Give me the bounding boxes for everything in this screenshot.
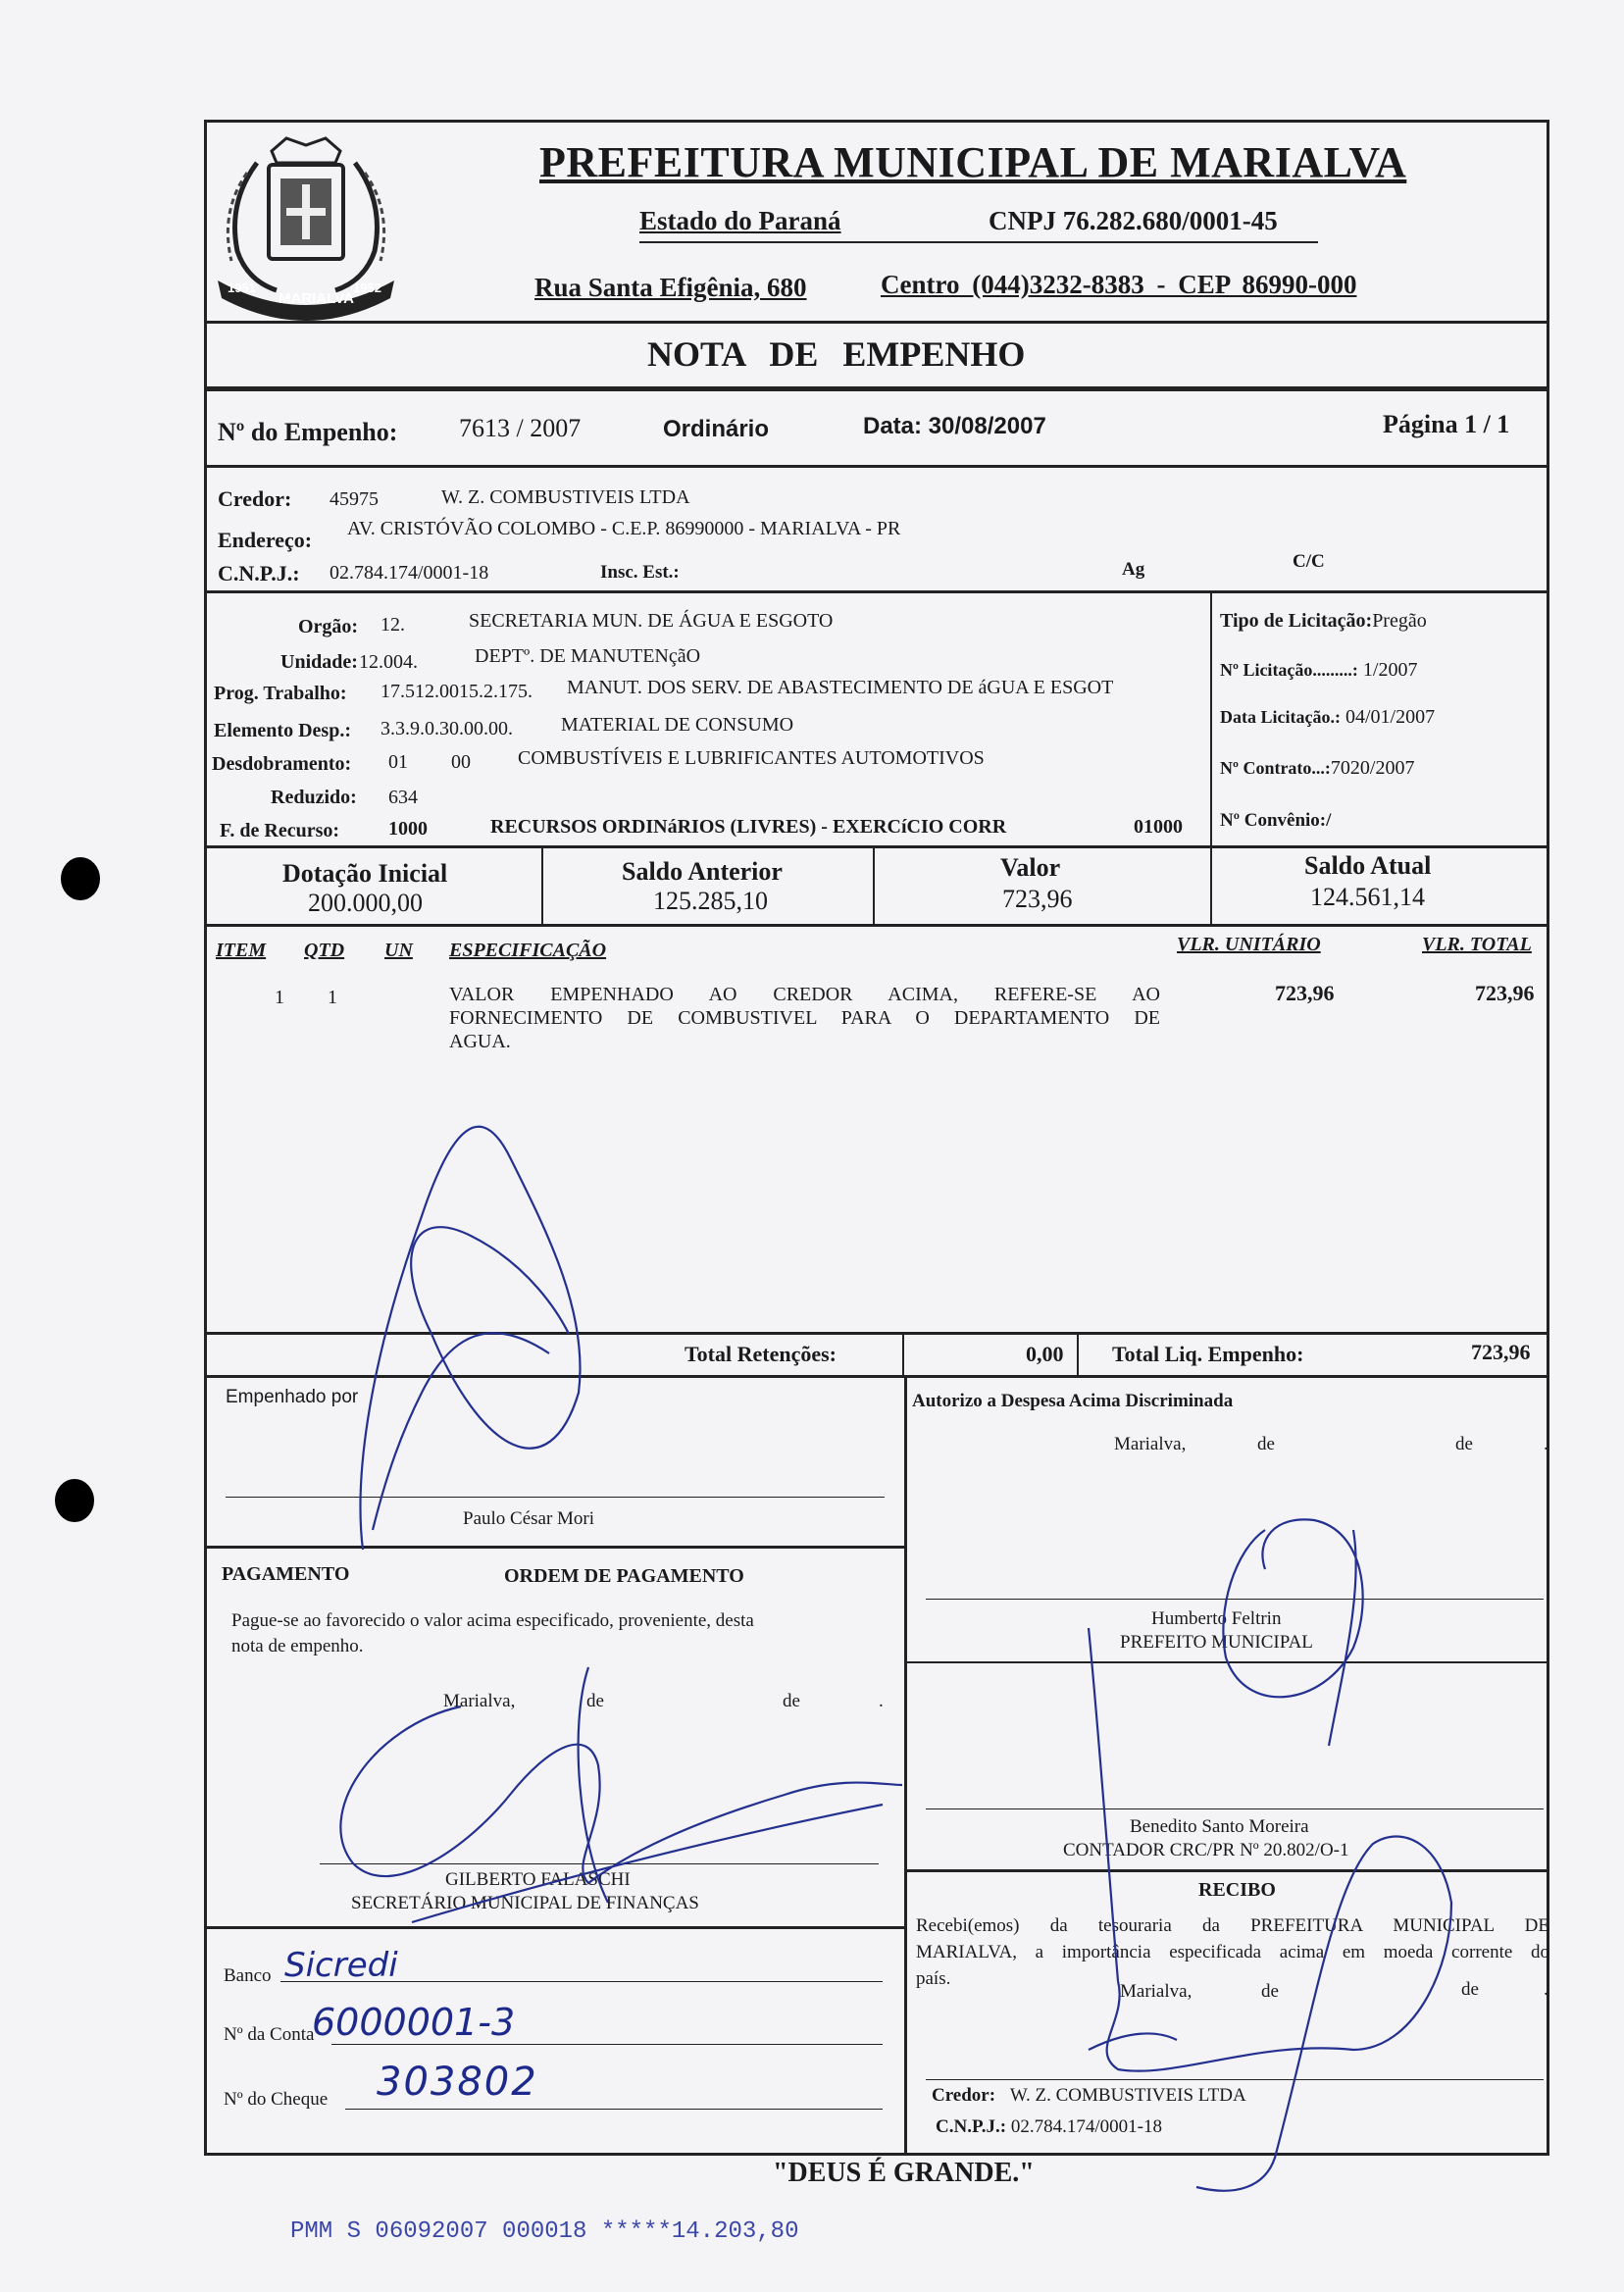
- document-title: NOTA DE EMPENHO: [647, 334, 1026, 374]
- autorizo-dot: .: [1544, 1434, 1548, 1454]
- crest-year-left: 1951: [228, 280, 256, 295]
- data-licitacao-value: 04/01/2007: [1345, 706, 1436, 728]
- qtd-column-header: QTD: [304, 940, 345, 961]
- valor-value: 723,96: [1002, 885, 1073, 913]
- autorizo-city: Marialva,: [1114, 1434, 1187, 1454]
- total-retencoes-label: Total Retenções:: [685, 1342, 837, 1366]
- banco-handwritten[interactable]: Sicredi: [284, 1946, 398, 1985]
- reduzido-label: Reduzido:: [271, 787, 357, 808]
- numero-contrato-label: Nº Contrato...:: [1220, 758, 1331, 778]
- pagamento-de-1: de: [586, 1691, 604, 1711]
- conta-corrente-label: C/C: [1293, 551, 1325, 572]
- spec-line-1: VALOR EMPENHADO AO CREDOR ACIMA, REFERE-SE AO: [449, 984, 1160, 1005]
- secretario-name: GILBERTO FALASCHI: [445, 1869, 631, 1890]
- numero-licitacao-label: Nº Licitação.........:: [1220, 660, 1358, 680]
- unit-price-column-header: VLR. UNITÁRIO: [1177, 934, 1321, 955]
- un-column-header: UN: [384, 940, 413, 961]
- recibo-cnpj: [936, 2116, 1162, 2138]
- saldo-atual-label: Saldo Atual: [1304, 851, 1432, 880]
- dotacao-inicial-label: Dotação Inicial: [282, 859, 448, 888]
- credor-cnpj-label: C.N.P.J.:: [218, 561, 300, 586]
- empenhado-por-label: Empenhado por: [226, 1387, 359, 1407]
- data-licitacao-label: Data Licitação.:: [1220, 707, 1341, 727]
- conta-label: Nº da Conta: [224, 2024, 315, 2045]
- autorizo-label: Autorizo a Despesa Acima Discriminada: [912, 1391, 1234, 1411]
- empenhado-por-name: Paulo César Mori: [463, 1508, 595, 1529]
- reduzido-value: 634: [388, 787, 418, 808]
- recibo-de-2: de: [1461, 1979, 1479, 2000]
- recibo-city: Marialva,: [1120, 1981, 1193, 2002]
- spec-line-3: AGUA.: [449, 1031, 511, 1052]
- orgao-code: 12.: [381, 614, 405, 636]
- empenho-number-label: Nº do Empenho:: [218, 418, 398, 446]
- contador-name: Benedito Santo Moreira: [1130, 1816, 1309, 1837]
- ordem-pagamento-label: ORDEM DE PAGAMENTO: [504, 1565, 744, 1587]
- unidade-code: 12.004.: [359, 651, 418, 673]
- contact-label: Centro (044)3232-8383 - CEP 86990-000: [881, 270, 1357, 299]
- pagamento-text-2: nota de empenho.: [231, 1636, 364, 1656]
- credor-code: 45975: [330, 488, 379, 510]
- recibo-credor-label: Credor:: [932, 2085, 996, 2106]
- cheque-label: Nº do Cheque: [224, 2089, 329, 2110]
- item-quantity: 1: [328, 987, 337, 1008]
- punch-hole-bottom: [55, 1479, 94, 1522]
- prog-trabalho-code: 17.512.0015.2.175.: [381, 681, 533, 702]
- secretario-role: SECRETÁRIO MUNICIPAL DE FINANÇAS: [351, 1893, 699, 1913]
- pagamento-text-1: Pague-se ao favorecido o valor acima especificado, proveniente, desta: [231, 1610, 754, 1631]
- endereco-value: AV. CRISTÓVÃO COLOMBO - C.E.P. 86990000 - MARIALVA - PR: [347, 518, 901, 539]
- numero-licitacao-value: 1/2007: [1362, 659, 1418, 681]
- agencia-label: Ag: [1122, 559, 1145, 580]
- pagamento-de-2: de: [783, 1691, 800, 1711]
- desdobramento-value: COMBUSTÍVEIS E LUBRIFICANTES AUTOMOTIVOS: [518, 747, 985, 769]
- cheque-handwritten[interactable]: 303802: [377, 2060, 538, 2105]
- saldo-anterior-value: 125.285,10: [653, 887, 768, 915]
- recibo-cnpj-value: 02.784.174/0001-18: [1010, 2116, 1162, 2137]
- total-liquido-value: 723,96: [1471, 1340, 1531, 1364]
- numero-contrato-value: 7020/2007: [1330, 757, 1415, 779]
- contador-role: CONTADOR CRC/PR Nº 20.802/O-1: [1063, 1840, 1349, 1860]
- elemento-code: 3.3.9.0.30.00.00.: [381, 718, 513, 739]
- dotacao-inicial-value: 200.000,00: [308, 889, 423, 917]
- prog-trabalho-value: MANUT. DOS SERV. DE ABASTECIMENTO DE áGUA E ESGOT: [567, 677, 1114, 698]
- recibo-de-1: de: [1261, 1981, 1279, 2002]
- orgao-label: Orgão:: [298, 616, 359, 637]
- desdobramento-label: Desdobramento:: [212, 753, 352, 775]
- page-number: Página 1 / 1: [1383, 410, 1510, 438]
- desdobramento-b: 00: [451, 751, 471, 773]
- credor-name: W. Z. COMBUSTIVEIS LTDA: [441, 486, 690, 508]
- recurso-label: F. de Recurso:: [220, 820, 340, 841]
- elemento-value: MATERIAL DE CONSUMO: [561, 714, 794, 736]
- table-row: [204, 981, 1549, 1069]
- recibo-line-3: país.: [916, 1968, 951, 1989]
- elemento-label: Elemento Desp.:: [214, 720, 351, 741]
- recibo-title: RECIBO: [1198, 1879, 1276, 1901]
- pagamento-dot: .: [879, 1691, 884, 1711]
- item-column-header: ITEM: [216, 940, 267, 961]
- numero-contrato: [1220, 757, 1414, 780]
- page-title: PREFEITURA MUNICIPAL DE MARIALVA: [539, 138, 1407, 186]
- spec-column-header: ESPECIFICAÇÃO: [449, 940, 607, 961]
- recibo-cnpj-label: C.N.P.J.:: [936, 2116, 1007, 2137]
- credor-label: Credor:: [218, 486, 292, 511]
- autorizo-de-1: de: [1257, 1434, 1275, 1454]
- empenho-date: Data: 30/08/2007: [863, 413, 1046, 439]
- recurso-number: 01000: [1134, 816, 1183, 838]
- endereco-label: Endereço:: [218, 528, 313, 552]
- treasury-stamp: PMM S 06092007 000018 *****14.203,80: [290, 2218, 799, 2245]
- autorizo-de-2: de: [1455, 1434, 1473, 1454]
- insc-est-label: Insc. Est.:: [600, 562, 680, 583]
- empenho-type: Ordinário: [663, 416, 770, 442]
- tipo-licitacao-label: Tipo de Licitação:: [1220, 610, 1373, 632]
- numero-convenio-label: Nº Convênio:/: [1220, 810, 1332, 831]
- crest-year-right: 1952: [353, 280, 381, 295]
- pagamento-city: Marialva,: [443, 1691, 516, 1711]
- cnpj-label: CNPJ 76.282.680/0001-45: [989, 206, 1278, 235]
- recibo-credor: [932, 2085, 1246, 2107]
- prefeito-name: Humberto Feltrin: [1151, 1608, 1282, 1629]
- tipo-licitacao-value: Pregão: [1372, 610, 1427, 632]
- saldo-atual-value: 124.561,14: [1310, 883, 1425, 911]
- motto: "DEUS É GRANDE.": [773, 2158, 1035, 2188]
- municipal-crest: [208, 133, 404, 330]
- recurso-value: RECURSOS ORDINáRIOS (LIVRES) - EXERCíCIO CORR: [490, 816, 1007, 838]
- recibo-dot: .: [1544, 1979, 1548, 2000]
- banco-label: Banco: [224, 1965, 272, 1986]
- recibo-line-1: Recebi(emos) da tesouraria da PREFEITURA MUNICIPAL DE: [916, 1915, 1549, 1936]
- orgao-value: SECRETARIA MUN. DE ÁGUA E ESGOTO: [469, 610, 834, 632]
- valor-label: Valor: [1000, 853, 1061, 882]
- pagamento-label: PAGAMENTO: [222, 1563, 350, 1585]
- numero-licitacao: [1220, 659, 1417, 682]
- address-label: Rua Santa Efigênia, 680: [534, 273, 807, 302]
- state-label: Estado do Paraná: [639, 206, 841, 235]
- data-licitacao: [1220, 706, 1435, 729]
- recibo-text: [916, 1912, 1549, 1992]
- recibo-line-2: MARIALVA, a importância especificada acima em moeda corrente do: [916, 1942, 1549, 1962]
- credor-cnpj-value: 02.784.174/0001-18: [330, 562, 489, 584]
- prog-trabalho-label: Prog. Trabalho:: [214, 683, 347, 704]
- saldo-anterior-label: Saldo Anterior: [622, 857, 783, 886]
- item-specification: [449, 983, 1160, 1053]
- desdobramento-a: 01: [388, 751, 408, 773]
- total-price-column-header: VLR. TOTAL: [1422, 934, 1532, 955]
- crest-banner-text: MARIALVA: [279, 290, 354, 307]
- unidade-value: DEPTº. DE MANUTENçãO: [475, 645, 701, 667]
- conta-handwritten[interactable]: 6000001-3: [312, 2001, 516, 2044]
- recibo-credor-value: W. Z. COMBUSTIVEIS LTDA: [1009, 2085, 1246, 2106]
- recurso-code: 1000: [388, 818, 428, 840]
- item-total-price: 723,96: [1475, 981, 1535, 1005]
- unidade-label: Unidade:: [280, 651, 358, 673]
- item-number: 1: [275, 987, 284, 1008]
- prefeito-role: PREFEITO MUNICIPAL: [1120, 1632, 1313, 1653]
- total-liquido-label: Total Liq. Empenho:: [1112, 1342, 1304, 1366]
- empenho-number: 7613 / 2007: [459, 414, 582, 442]
- spec-line-2: FORNECIMENTO DE COMBUSTIVEL PARA O DEPARTAMENTO DE: [449, 1007, 1160, 1029]
- punch-hole-top: [61, 857, 100, 900]
- total-retencoes-value: 0,00: [1026, 1342, 1064, 1366]
- item-unit-price: 723,96: [1275, 981, 1335, 1005]
- tipo-licitacao: [1220, 610, 1427, 633]
